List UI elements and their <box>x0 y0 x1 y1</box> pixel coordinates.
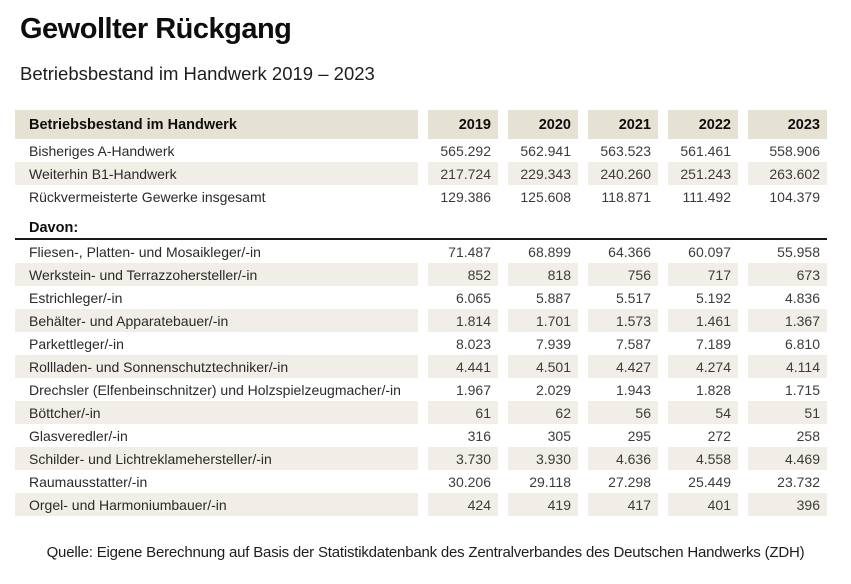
detail-rows <box>15 240 827 516</box>
row-label: Werkstein- und Terrazzohersteller/-in <box>15 263 418 286</box>
cell-value: 54 <box>668 401 738 424</box>
cell-value: 7.189 <box>695 335 731 352</box>
cell-value: 565.292 <box>440 142 491 159</box>
row-label: Schilder- und Lichtreklamehersteller/-in <box>15 447 418 470</box>
cell-value: 217.724 <box>428 162 498 185</box>
row-label: Fliesen-, Platten- und Mosaikleger/-in <box>29 243 261 260</box>
cell-value: 71.487 <box>448 243 491 260</box>
year-header-cell: 2019 <box>428 110 498 139</box>
cell-value: 104.379 <box>769 188 820 205</box>
row-label: Orgel- und Harmoniumbauer/-in <box>15 493 418 516</box>
cell-value: 1.967 <box>455 381 491 398</box>
section-row <box>15 217 827 240</box>
table-header-row <box>15 110 827 139</box>
cell-value: 7.587 <box>615 335 651 352</box>
cell-value: 3.930 <box>508 447 578 470</box>
cell-value: 8.023 <box>455 335 491 352</box>
cell-value: 419 <box>508 493 578 516</box>
table-row <box>15 240 827 263</box>
cell-value: 396 <box>748 493 827 516</box>
table-row <box>15 332 827 355</box>
cell-value: 240.260 <box>588 162 658 185</box>
cell-value: 852 <box>428 263 498 286</box>
row-label: Rollladen- und Sonnenschutztechniker/-in <box>15 355 418 378</box>
row-label: Rückvermeisterte Gewerke insgesamt <box>29 188 266 205</box>
source-note: Quelle: Eigene Berechnung auf Basis der Statistikdatenbank des Zentralverbandes des Deutschen Handwerks (ZDH) <box>46 544 805 561</box>
cell-value: 558.906 <box>769 142 820 159</box>
cell-value: 6.810 <box>784 335 820 352</box>
cell-value: 68.899 <box>528 243 571 260</box>
cell-value: 30.206 <box>448 473 491 490</box>
table-row <box>15 162 827 185</box>
table-row <box>15 401 827 424</box>
cell-value: 1.828 <box>695 381 731 398</box>
cell-value: 1.461 <box>668 309 738 332</box>
cell-value: 295 <box>627 427 651 444</box>
table-row <box>15 185 827 208</box>
row-label: Estrichleger/-in <box>29 289 123 306</box>
cell-value: 316 <box>467 427 491 444</box>
cell-value: 717 <box>668 263 738 286</box>
cell-value: 1.367 <box>748 309 827 332</box>
table-row <box>15 378 827 401</box>
table-row <box>15 424 827 447</box>
row-label: Parkettleger/-in <box>29 335 124 352</box>
row-label: Glasveredler/-in <box>29 427 128 444</box>
table-row <box>15 309 827 332</box>
cell-value: 562.941 <box>520 142 571 159</box>
row-label: Behälter- und Apparatebauer/-in <box>15 309 418 332</box>
cell-value: 756 <box>588 263 658 286</box>
table-row <box>15 355 827 378</box>
cell-value: 111.492 <box>682 188 731 205</box>
cell-value: 305 <box>547 427 571 444</box>
cell-value: 29.118 <box>529 473 571 490</box>
cell-value: 818 <box>508 263 578 286</box>
summary-rows <box>15 139 827 208</box>
cell-value: 4.441 <box>428 355 498 378</box>
cell-value: 62 <box>508 401 578 424</box>
cell-value: 401 <box>668 493 738 516</box>
row-label: Böttcher/-in <box>15 401 418 424</box>
cell-value: 6.065 <box>455 289 491 306</box>
cell-value: 25.449 <box>688 473 731 490</box>
cell-value: 61 <box>428 401 498 424</box>
table-row <box>15 286 827 309</box>
year-header-cell: 2023 <box>748 110 827 139</box>
cell-value: 56 <box>588 401 658 424</box>
year-header-cell: 2020 <box>508 110 578 139</box>
cell-value: 129.386 <box>440 188 491 205</box>
row-label: Bisheriges A-Handwerk <box>29 142 175 159</box>
year-header-cell: 2021 <box>588 110 658 139</box>
cell-value: 5.887 <box>535 289 571 306</box>
cell-value: 424 <box>428 493 498 516</box>
year-header-cell: 2022 <box>668 110 738 139</box>
cell-value: 4.501 <box>508 355 578 378</box>
cell-value: 4.469 <box>748 447 827 470</box>
cell-value: 5.517 <box>615 289 651 306</box>
cell-value: 4.114 <box>748 355 827 378</box>
cell-value: 272 <box>707 427 731 444</box>
cell-value: 51 <box>748 401 827 424</box>
cell-value: 1.943 <box>615 381 651 398</box>
table-row <box>15 470 827 493</box>
subtitle: Betriebsbestand im Handwerk 2019 – 2023 <box>20 63 375 84</box>
cell-value: 1.715 <box>784 381 820 398</box>
cell-value: 60.097 <box>688 243 731 260</box>
cell-value: 55.958 <box>777 243 820 260</box>
data-table <box>15 110 827 516</box>
row-label: Weiterhin B1-Handwerk <box>15 162 418 185</box>
header-label-cell: Betriebsbestand im Handwerk <box>15 110 418 139</box>
cell-value: 4.836 <box>784 289 820 306</box>
table-row <box>15 263 827 286</box>
cell-value: 64.366 <box>608 243 651 260</box>
cell-value: 263.602 <box>748 162 827 185</box>
cell-value: 229.343 <box>508 162 578 185</box>
page-title: Gewollter Rückgang <box>20 13 292 45</box>
table-row <box>15 139 827 162</box>
cell-value: 23.732 <box>777 473 820 490</box>
cell-value: 1.814 <box>428 309 498 332</box>
cell-value: 4.274 <box>668 355 738 378</box>
row-label: Drechsler (Elfenbeinschnitzer) und Holzspielzeugmacher/-in <box>29 381 401 398</box>
cell-value: 7.939 <box>535 335 571 352</box>
cell-value: 118.871 <box>601 188 651 205</box>
cell-value: 1.701 <box>508 309 578 332</box>
cell-value: 4.427 <box>588 355 658 378</box>
cell-value: 3.730 <box>428 447 498 470</box>
cell-value: 125.608 <box>520 188 571 205</box>
cell-value: 27.298 <box>608 473 651 490</box>
cell-value: 563.523 <box>600 142 651 159</box>
cell-value: 417 <box>588 493 658 516</box>
cell-value: 2.029 <box>535 381 571 398</box>
section-label: Davon: <box>29 219 79 236</box>
cell-value: 258 <box>796 427 820 444</box>
row-label: Raumausstatter/-in <box>29 473 148 490</box>
cell-value: 5.192 <box>695 289 731 306</box>
cell-value: 4.636 <box>588 447 658 470</box>
cell-value: 673 <box>748 263 827 286</box>
table-row <box>15 447 827 470</box>
cell-value: 251.243 <box>668 162 738 185</box>
cell-value: 561.461 <box>680 142 731 159</box>
table-row <box>15 493 827 516</box>
cell-value: 1.573 <box>588 309 658 332</box>
cell-value: 4.558 <box>668 447 738 470</box>
